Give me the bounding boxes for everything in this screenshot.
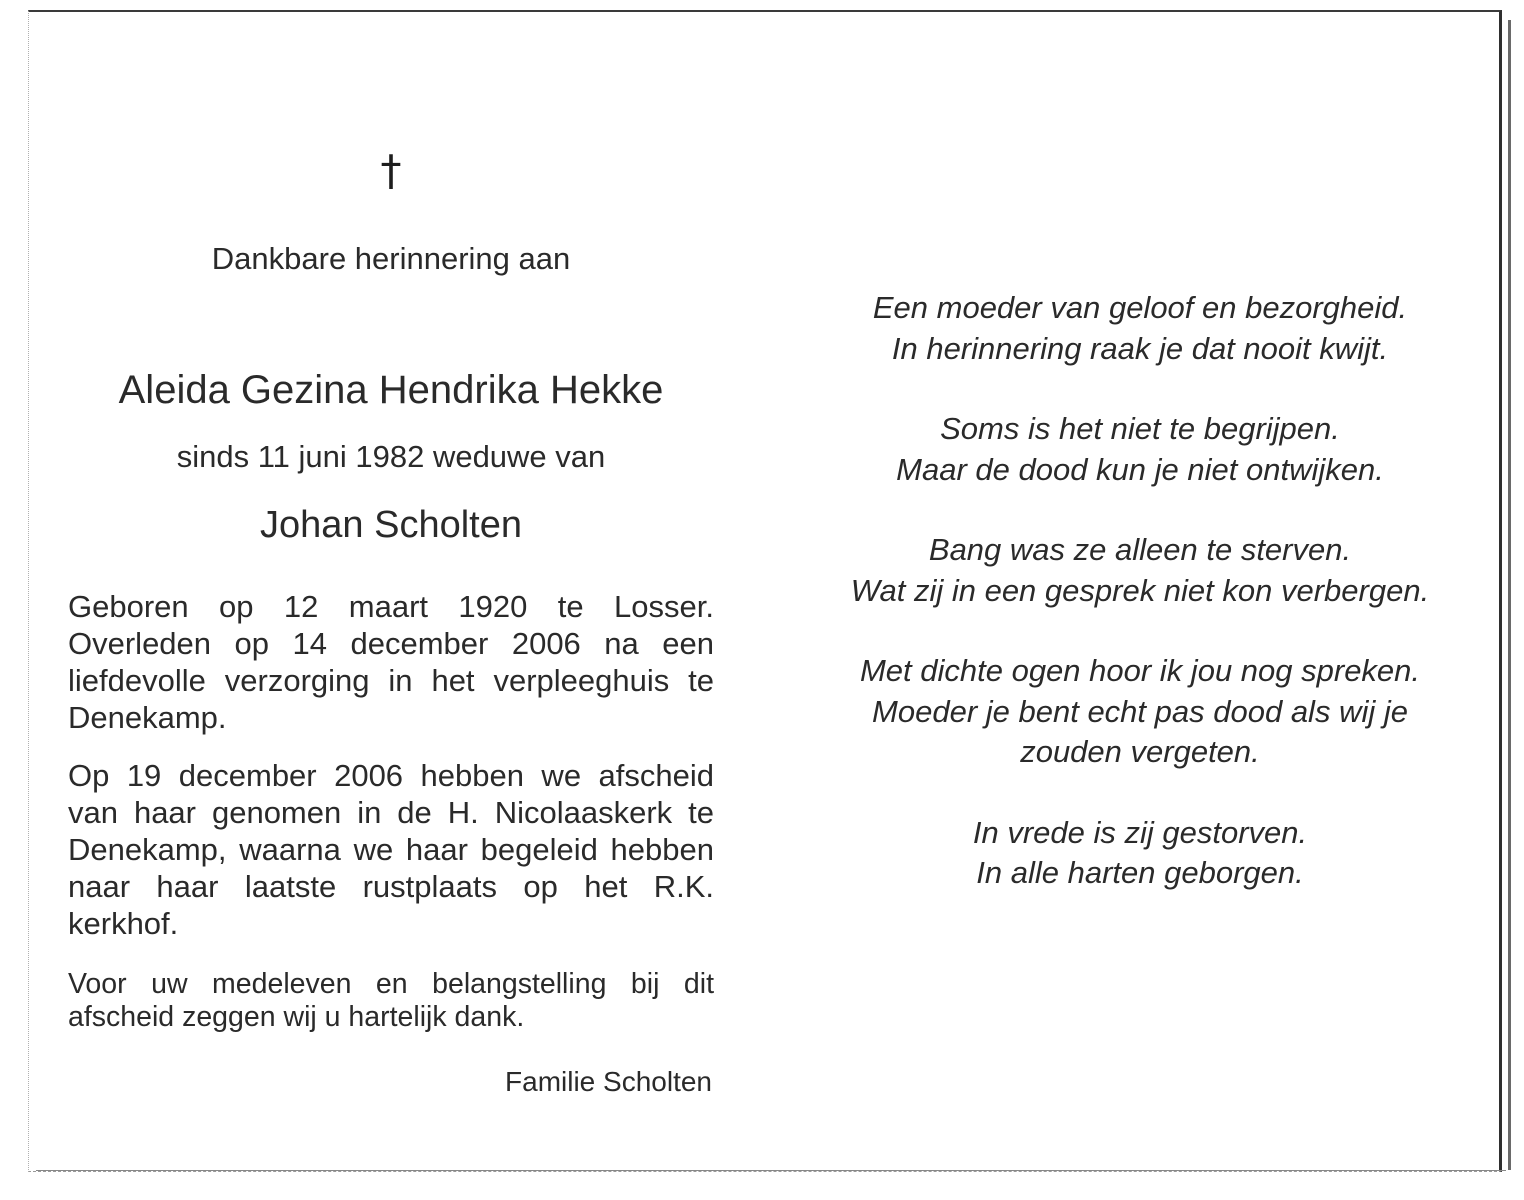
poem-line: Een moeder van geloof en bezorgheid.	[872, 290, 1408, 325]
intro-text: Dankbare herinnering aan	[211, 241, 571, 276]
widow-line: sinds 11 juni 1982 weduwe van	[176, 439, 606, 474]
deceased-name: Aleida Gezina Hendrika Hekke	[118, 368, 664, 412]
card-bottom-edge	[36, 1170, 1506, 1171]
card-edge-shadow	[1508, 20, 1511, 1170]
poem-line: Moeder je bent echt pas dood als wij je	[872, 693, 1408, 729]
farewell-paragraph: Op 19 december 2006 hebben we afscheid van haar genomen in de H. Nicolaaskerk te Denekamp, waarna we haar begeleid hebben naar haar laatste rustplaats op het R.K. kerkhof.	[68, 758, 714, 941]
poem-stanza	[790, 651, 1490, 773]
thanks-paragraph: Voor uw medeleven en belangstelling bij dit afscheid zeggen wij u hartelijk dank.	[68, 968, 714, 1033]
husband-name: Johan Scholten	[260, 504, 522, 546]
poem-stanza	[790, 530, 1490, 611]
poem-stanza	[790, 409, 1490, 490]
poem-line: In vrede is zij gestorven.	[972, 814, 1308, 850]
poem-line: Soms is het niet te begrijpen.	[940, 411, 1340, 446]
poem-line: zouden vergeten.	[1020, 734, 1260, 769]
poem-line: Wat zij in een gesprek niet kon verbergen.	[850, 572, 1430, 608]
cross-icon: †	[380, 146, 402, 195]
poem-line: In alle harten geborgen.	[976, 855, 1304, 890]
poem-stanza	[790, 813, 1490, 894]
poem-line: Bang was ze alleen te sterven.	[928, 532, 1352, 567]
poem	[790, 288, 1490, 934]
birth-death-paragraph: Geboren op 12 maart 1920 te Losser. Overleden op 14 december 2006 na een liefdevolle verzorging in het verpleeghuis te Denekamp.	[68, 589, 714, 735]
poem-stanza	[790, 288, 1490, 369]
poem-line: Met dichte ogen hoor ik jou nog spreken.	[859, 653, 1421, 688]
poem-line: Maar de dood kun je niet ontwijken.	[896, 451, 1384, 487]
family-signature: Familie Scholten	[505, 1066, 712, 1097]
poem-line: In herinnering raak je dat nooit kwijt.	[891, 330, 1389, 366]
